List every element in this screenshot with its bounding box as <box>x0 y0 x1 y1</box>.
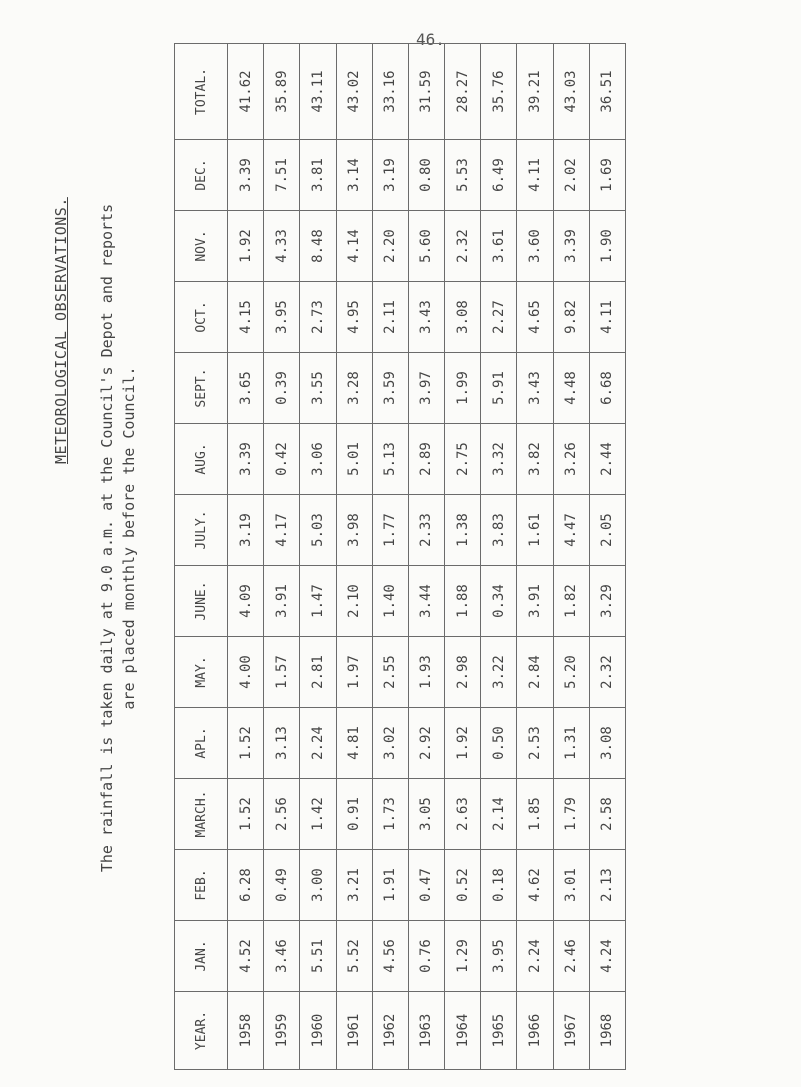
rainfall-cell: 2.84 <box>517 637 553 708</box>
rainfall-cell: 2.24 <box>517 921 553 992</box>
rainfall-cell: 4.17 <box>264 495 300 566</box>
rainfall-cell: 3.98 <box>336 495 372 566</box>
rainfall-cell: 4.15 <box>228 282 264 353</box>
column-header: JAN. <box>175 921 228 992</box>
rainfall-cell: 3.21 <box>336 850 372 921</box>
rainfall-cell: 2.98 <box>445 637 481 708</box>
column-header: APL. <box>175 708 228 779</box>
rainfall-cell: 0.76 <box>408 921 444 992</box>
rainfall-cell: 3.65 <box>228 353 264 424</box>
rainfall-cell: 4.56 <box>372 921 408 992</box>
rainfall-cell: 3.95 <box>264 282 300 353</box>
rainfall-cell: 3.97 <box>408 353 444 424</box>
rainfall-cell: 1.97 <box>336 637 372 708</box>
total-cell: 35.89 <box>264 44 300 140</box>
total-cell: 39.21 <box>517 44 553 140</box>
rainfall-cell: 3.19 <box>228 495 264 566</box>
rainfall-cell: 3.95 <box>481 921 517 992</box>
year-cell: 1962 <box>372 992 408 1070</box>
rainfall-cell: 3.82 <box>517 424 553 495</box>
table-row <box>336 44 372 1070</box>
rainfall-cell: 0.50 <box>481 708 517 779</box>
rainfall-cell: 6.49 <box>481 140 517 211</box>
total-cell: 41.62 <box>228 44 264 140</box>
intro-paragraph <box>96 0 140 1078</box>
rainfall-cell: 5.03 <box>300 495 336 566</box>
year-cell: 1965 <box>481 992 517 1070</box>
rainfall-cell: 3.19 <box>372 140 408 211</box>
rainfall-cell: 3.60 <box>517 211 553 282</box>
rainfall-cell: 3.08 <box>589 708 625 779</box>
year-cell: 1961 <box>336 992 372 1070</box>
rainfall-cell: 2.56 <box>264 779 300 850</box>
rainfall-cell: 1.52 <box>228 708 264 779</box>
rainfall-cell: 4.62 <box>517 850 553 921</box>
rainfall-cell: 3.22 <box>481 637 517 708</box>
rainfall-cell: 3.46 <box>264 921 300 992</box>
rainfall-cell: 4.65 <box>517 282 553 353</box>
rainfall-cell: 2.32 <box>445 211 481 282</box>
rainfall-cell: 5.91 <box>481 353 517 424</box>
rainfall-cell: 3.44 <box>408 566 444 637</box>
rainfall-cell: 2.81 <box>300 637 336 708</box>
column-header: AUG. <box>175 424 228 495</box>
total-cell: 43.03 <box>553 44 589 140</box>
intro-line: are placed monthly before the Council. <box>120 366 138 710</box>
table-row <box>445 44 481 1070</box>
table-body <box>228 44 626 1070</box>
rainfall-cell: 4.00 <box>228 637 264 708</box>
column-header: MARCH. <box>175 779 228 850</box>
rainfall-cell: 1.99 <box>445 353 481 424</box>
rainfall-cell: 6.28 <box>228 850 264 921</box>
rainfall-cell: 0.47 <box>408 850 444 921</box>
rainfall-cell: 4.11 <box>589 282 625 353</box>
column-header: TOTAL. <box>175 44 228 140</box>
rainfall-cell: 5.52 <box>336 921 372 992</box>
rainfall-cell: 2.73 <box>300 282 336 353</box>
rainfall-cell: 2.44 <box>589 424 625 495</box>
rainfall-cell: 0.80 <box>408 140 444 211</box>
rainfall-cell: 4.81 <box>336 708 372 779</box>
rainfall-cell: 2.24 <box>300 708 336 779</box>
rainfall-cell: 1.92 <box>445 708 481 779</box>
rainfall-cell: 3.14 <box>336 140 372 211</box>
rainfall-cell: 2.46 <box>553 921 589 992</box>
column-header: MAY. <box>175 637 228 708</box>
rainfall-cell: 1.93 <box>408 637 444 708</box>
rainfall-cell: 3.81 <box>300 140 336 211</box>
rainfall-cell: 2.13 <box>589 850 625 921</box>
rainfall-cell: 0.39 <box>264 353 300 424</box>
column-header: FEB. <box>175 850 228 921</box>
table-row <box>228 44 264 1070</box>
total-cell: 33.16 <box>372 44 408 140</box>
rainfall-cell: 2.55 <box>372 637 408 708</box>
rainfall-cell: 1.91 <box>372 850 408 921</box>
rainfall-cell: 0.42 <box>264 424 300 495</box>
rainfall-cell: 3.02 <box>372 708 408 779</box>
rainfall-cell: 0.18 <box>481 850 517 921</box>
rainfall-cell: 0.34 <box>481 566 517 637</box>
rainfall-cell: 4.24 <box>589 921 625 992</box>
rainfall-cell: 4.48 <box>553 353 589 424</box>
year-cell: 1966 <box>517 992 553 1070</box>
column-header: JUNE. <box>175 566 228 637</box>
rainfall-cell: 2.11 <box>372 282 408 353</box>
rainfall-cell: 3.28 <box>336 353 372 424</box>
header-row <box>175 44 228 1070</box>
year-cell: 1963 <box>408 992 444 1070</box>
rainfall-cell: 4.11 <box>517 140 553 211</box>
rainfall-cell: 1.61 <box>517 495 553 566</box>
rainfall-cell: 2.10 <box>336 566 372 637</box>
rainfall-cell: 3.39 <box>228 424 264 495</box>
rainfall-cell: 2.05 <box>589 495 625 566</box>
rainfall-cell: 3.29 <box>589 566 625 637</box>
column-header: DEC. <box>175 140 228 211</box>
rainfall-cell: 3.91 <box>517 566 553 637</box>
rainfall-cell: 1.42 <box>300 779 336 850</box>
rainfall-cell: 5.13 <box>372 424 408 495</box>
page-number: 46. <box>416 30 445 49</box>
rainfall-cell: 5.53 <box>445 140 481 211</box>
section-heading: METEOROLOGICAL OBSERVATIONS. <box>52 197 70 464</box>
total-cell: 31.59 <box>408 44 444 140</box>
rainfall-cell: 3.00 <box>300 850 336 921</box>
rainfall-cell: 3.13 <box>264 708 300 779</box>
rainfall-cell: 2.53 <box>517 708 553 779</box>
year-cell: 1960 <box>300 992 336 1070</box>
rainfall-cell: 8.48 <box>300 211 336 282</box>
rainfall-cell: 3.43 <box>517 353 553 424</box>
year-cell: 1958 <box>228 992 264 1070</box>
rainfall-cell: 1.79 <box>553 779 589 850</box>
rainfall-cell: 2.27 <box>481 282 517 353</box>
rainfall-cell: 3.05 <box>408 779 444 850</box>
rainfall-cell: 4.33 <box>264 211 300 282</box>
table-row <box>372 44 408 1070</box>
rainfall-cell: 3.91 <box>264 566 300 637</box>
table-row <box>589 44 625 1070</box>
rainfall-cell: 3.39 <box>553 211 589 282</box>
table-row <box>481 44 517 1070</box>
rainfall-cell: 5.01 <box>336 424 372 495</box>
year-cell: 1967 <box>553 992 589 1070</box>
table-row <box>517 44 553 1070</box>
column-header: SEPT. <box>175 353 228 424</box>
year-cell: 1964 <box>445 992 481 1070</box>
rainfall-cell: 5.60 <box>408 211 444 282</box>
rainfall-cell: 1.52 <box>228 779 264 850</box>
rainfall-cell: 3.06 <box>300 424 336 495</box>
rainfall-cell: 2.63 <box>445 779 481 850</box>
rainfall-cell: 3.55 <box>300 353 336 424</box>
table-row <box>264 44 300 1070</box>
column-header: JULY. <box>175 495 228 566</box>
rainfall-table <box>174 43 626 1070</box>
rainfall-cell: 2.14 <box>481 779 517 850</box>
rainfall-cell: 3.83 <box>481 495 517 566</box>
rainfall-cell: 7.51 <box>264 140 300 211</box>
rainfall-cell: 2.75 <box>445 424 481 495</box>
rainfall-cell: 1.92 <box>228 211 264 282</box>
intro-line: The rainfall is taken daily at 9.0 a.m. at the Council's Depot and reports <box>98 203 116 873</box>
rainfall-cell: 4.09 <box>228 566 264 637</box>
rainfall-cell: 3.26 <box>553 424 589 495</box>
rainfall-cell: 3.43 <box>408 282 444 353</box>
total-cell: 28.27 <box>445 44 481 140</box>
rainfall-cell: 1.85 <box>517 779 553 850</box>
rainfall-cell: 5.51 <box>300 921 336 992</box>
rainfall-cell: 4.52 <box>228 921 264 992</box>
table-row <box>408 44 444 1070</box>
rainfall-cell: 1.69 <box>589 140 625 211</box>
total-cell: 43.11 <box>300 44 336 140</box>
rainfall-cell: 2.32 <box>589 637 625 708</box>
total-cell: 43.02 <box>336 44 372 140</box>
rainfall-cell: 2.58 <box>589 779 625 850</box>
rainfall-cell: 1.88 <box>445 566 481 637</box>
rainfall-cell: 0.91 <box>336 779 372 850</box>
rainfall-cell: 1.38 <box>445 495 481 566</box>
rainfall-cell: 1.31 <box>553 708 589 779</box>
table-row <box>300 44 336 1070</box>
rainfall-cell: 0.52 <box>445 850 481 921</box>
rainfall-cell: 1.90 <box>589 211 625 282</box>
rainfall-cell: 3.32 <box>481 424 517 495</box>
rainfall-cell: 1.29 <box>445 921 481 992</box>
rainfall-cell: 2.92 <box>408 708 444 779</box>
table-header <box>175 44 228 1070</box>
table-row <box>553 44 589 1070</box>
rainfall-cell: 3.01 <box>553 850 589 921</box>
rainfall-cell: 4.47 <box>553 495 589 566</box>
rainfall-cell: 3.39 <box>228 140 264 211</box>
rainfall-cell: 9.82 <box>553 282 589 353</box>
rainfall-cell: 5.20 <box>553 637 589 708</box>
rainfall-cell: 0.49 <box>264 850 300 921</box>
rainfall-cell: 2.89 <box>408 424 444 495</box>
rainfall-cell: 2.20 <box>372 211 408 282</box>
rainfall-cell: 3.59 <box>372 353 408 424</box>
rainfall-cell: 3.08 <box>445 282 481 353</box>
rainfall-cell: 6.68 <box>589 353 625 424</box>
year-cell: 1968 <box>589 992 625 1070</box>
column-header: NOV. <box>175 211 228 282</box>
rainfall-cell: 1.73 <box>372 779 408 850</box>
rainfall-cell: 1.77 <box>372 495 408 566</box>
rainfall-cell: 2.02 <box>553 140 589 211</box>
rainfall-cell: 1.82 <box>553 566 589 637</box>
column-header: YEAR. <box>175 992 228 1070</box>
rainfall-cell: 1.40 <box>372 566 408 637</box>
rainfall-cell: 1.57 <box>264 637 300 708</box>
rainfall-cell: 4.95 <box>336 282 372 353</box>
rainfall-cell: 2.33 <box>408 495 444 566</box>
total-cell: 35.76 <box>481 44 517 140</box>
column-header: OCT. <box>175 282 228 353</box>
rainfall-cell: 3.61 <box>481 211 517 282</box>
rainfall-cell: 4.14 <box>336 211 372 282</box>
total-cell: 36.51 <box>589 44 625 140</box>
rainfall-cell: 1.47 <box>300 566 336 637</box>
year-cell: 1959 <box>264 992 300 1070</box>
